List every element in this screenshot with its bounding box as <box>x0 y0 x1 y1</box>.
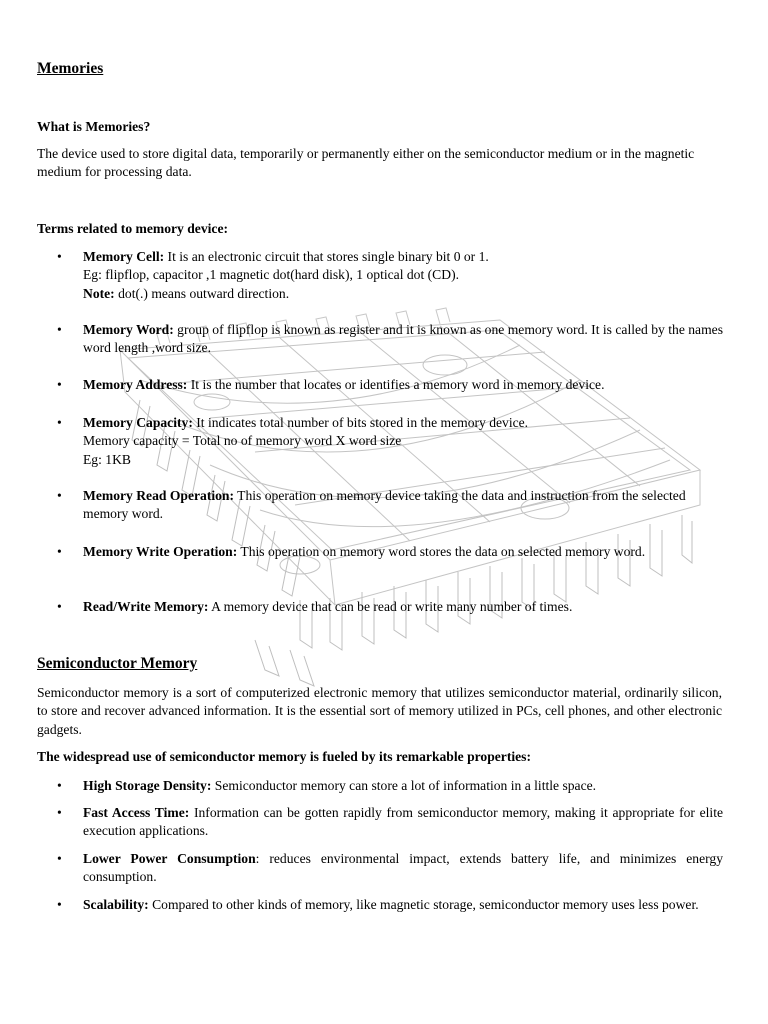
term-description: Information can be gotten rapidly from semiconductor memory, making it appropriate for elite execution applications. <box>83 805 724 839</box>
list-item-memory-write <box>83 543 693 561</box>
term-description: This operation on memory device taking the data and instruction from the selected memory word. <box>83 488 686 522</box>
list-item-memory-address <box>83 376 723 394</box>
term-description: group of flipflop is known as register and it is known as one memory word. It is called by the names word length ,word size. <box>83 322 723 356</box>
term-label: Memory Capacity: <box>83 415 193 430</box>
bullet-icon: • <box>57 599 62 614</box>
bullet-icon: • <box>57 778 62 793</box>
terms-heading: Terms related to memory device: <box>37 221 229 236</box>
list-item-read-write <box>83 598 723 616</box>
note-label: Note: <box>83 285 115 301</box>
term-label: Lower Power Consumption <box>83 851 256 866</box>
bullet-icon: • <box>57 544 62 559</box>
list-item-fast-access <box>83 804 723 841</box>
page-title: Memories <box>37 60 104 77</box>
term-label: Fast Access Time: <box>83 805 190 820</box>
question-answer: The device used to store digital data, temporarily or permanently either on the semiconductor medium or in the magnetic medium for processing data. <box>37 146 695 180</box>
list-item-lower-power <box>83 850 723 887</box>
term-description: It indicates total number of bits stored in the memory device. <box>192 415 529 430</box>
term-label: High Storage Density: <box>83 778 212 793</box>
note-text: dot(.) means outward direction. <box>114 285 290 301</box>
list-item-memory-cell <box>83 248 723 303</box>
section-heading-semiconductor: Semiconductor Memory <box>37 655 198 672</box>
term-description: This operation on memory word stores the data on selected memory word. <box>237 544 646 559</box>
bullet-icon: • <box>57 805 62 820</box>
term-example: Eg: flipflop, capacitor ,1 magnetic dot(hard disk), 1 optical dot (CD). <box>83 267 459 283</box>
list-item-storage-density <box>83 777 723 795</box>
term-label: Scalability: <box>83 897 149 912</box>
list-item-memory-word <box>83 321 723 358</box>
list-item-memory-read <box>83 487 723 524</box>
list-item-memory-capacity <box>83 414 723 469</box>
term-label: Memory Read Operation: <box>83 488 235 503</box>
term-formula: Memory capacity = Total no of memory word X word size <box>83 433 402 449</box>
semiconductor-paragraph: Semiconductor memory is a sort of computerized electronic memory that utilizes semiconductor material, ordinarily silicon, to store and recover advanced information. It is the essential sort of memory utilized in PCs, cell phones, and other electronic gadgets. <box>37 685 722 737</box>
bullet-icon: • <box>57 377 62 392</box>
term-description: : reduces environmental impact, extends battery life, and minimizes energy consumption. <box>83 851 723 885</box>
question-heading: What is Memories? <box>37 119 151 134</box>
term-example: Eg: 1KB <box>83 451 131 467</box>
term-description: Semiconductor memory can store a lot of information in a little space. <box>211 778 597 793</box>
term-label: Memory Address: <box>83 377 188 392</box>
term-description: It is the number that locates or identifies a memory word in memory device. <box>187 377 605 392</box>
term-label: Read/Write Memory: <box>83 599 209 614</box>
term-label: Memory Word: <box>83 322 174 337</box>
term-description: A memory device that can be read or write many number of times. <box>208 599 573 614</box>
bullet-icon: • <box>57 851 62 866</box>
bullet-icon: • <box>57 249 62 264</box>
bullet-icon: • <box>57 897 62 912</box>
term-label: Memory Write Operation: <box>83 544 238 559</box>
term-description: It is an electronic circuit that stores single binary bit 0 or 1. <box>164 249 489 264</box>
term-label: Memory Cell: <box>83 249 165 264</box>
bullet-icon: • <box>57 488 62 503</box>
list-item-scalability <box>83 896 723 914</box>
properties-heading: The widespread use of semiconductor memory is fueled by its remarkable properties: <box>37 749 531 764</box>
bullet-icon: • <box>57 415 62 430</box>
term-description: Compared to other kinds of memory, like magnetic storage, semiconductor memory uses less power. <box>148 897 699 912</box>
bullet-icon: • <box>57 322 62 337</box>
